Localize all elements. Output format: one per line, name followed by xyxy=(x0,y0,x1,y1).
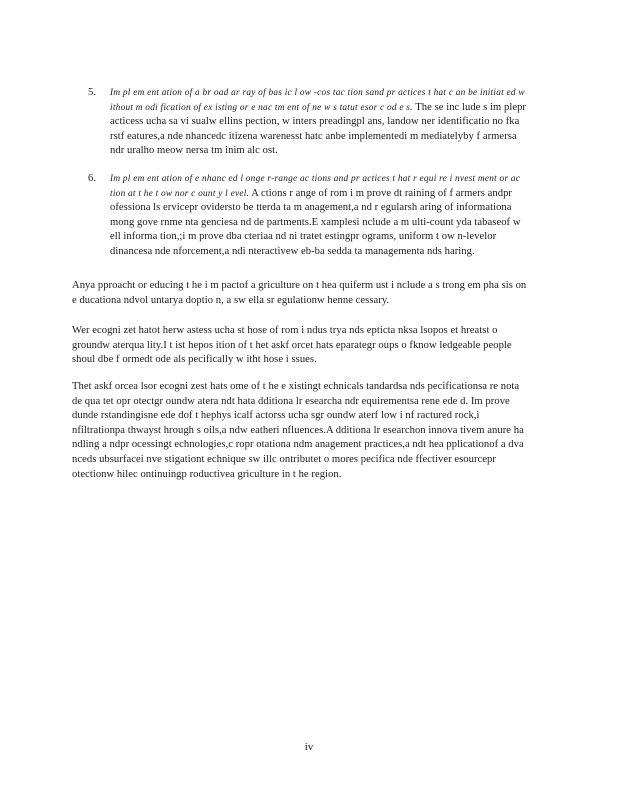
body-paragraph: Thet askf orcea lsor ecogni zest hats ome of t he e xistingt echnicals tandardsa nds pecificationsa re nota de qua tet opr otectgr oundw atera ndt hata dditiona lr esearcha ndr equirementsa rene ede d. Im prove dunde rstandingisne ede dof t hephys icalf actorss ucha sgr oundw aterf low i nf ractured rock,i nfiltrationpa thwayst hrough s oils,a ndw eatheri nfluences.A dditiona lr esearchon innova tivem anure ha ndling a ndpr ocessingt echnologies,c ropr otationa ndm anagement practices,a ndt hea pplicationof a dva nceds ubsurfacei nve stigationt echnique sw illc ontributet o mores pecifica nde ffectiver esourcepr otectionw hilec ontinuingp roductivea griculture in t he region. xyxy=(72,381,524,480)
list-item-number: 6. xyxy=(88,172,97,184)
list-item xyxy=(88,172,528,260)
list-item xyxy=(88,86,528,159)
list-item-lead: Im pl em ent ation of a br oad ar ray of bas ic l ow -cos tac tion sand pr actices t hat c an be initiat ed w ithout m odi fication of ex isting or e nac tm ent of ne w s tatut esor c od e s. xyxy=(110,88,525,113)
body-paragraph: Anya pproacht or educing t he i m pactof a griculture on t hea quiferm ust i nclude a s trong em pha sis on e ducationa ndvol untarya doptio n, a sw ella sr egulationw henne cessary. xyxy=(72,280,527,306)
list-item-body: A ctions r ange of rom i m prove dt raining of f armers andpr ofessiona ls ervicepr ovidersto be tterda ta m anagement,a nd r egularsh aring of informationa mong gove rnme nta genciesa nd de partments.E xamplesi nclude a m ulti-count yda tabaseof w ell informa tion,;i m prove dba cteriaa nd ni tratet estingpr ograms, uniform t ow n-levelor dinancesa nde nforcement,a ndi nteractivew eb-ba sedda ta managementa nds haring. xyxy=(110,187,521,257)
list-item-body: The se inc lude s im plepr acticess ucha sa vi sualw ellins pection, w inters preadingpl ans, landow ner identificatio no fka rstf eatures,a nde nhancedc itizena warenesst hatc anbe implementedi m mediatelyby f armersa ndr uralho meow nersa tm inim alc ost. xyxy=(110,101,526,157)
recommendation-list xyxy=(88,86,528,273)
page-number: iv xyxy=(304,741,314,753)
list-item-number: 5. xyxy=(88,87,97,98)
body-paragraph: Wer ecogni zet hatot herw astess ucha st hose of rom i ndus trya nds epticta nksa lsopos et hreatst o groundw aterqua lity.I t ist hepos ition of t het askf orcet hats eparategr oups o fknow ledgeable people shoul dbe f ormedt ode als pecifically w itht hose i ssues. xyxy=(72,325,512,366)
list-item-lead: Im pl em ent ation of e nhanc ed l onge r-range ac tions and pr actices t hat r equi re i nvest ment or ac tion at t he t ow nor c ount y l evel. xyxy=(110,173,521,199)
